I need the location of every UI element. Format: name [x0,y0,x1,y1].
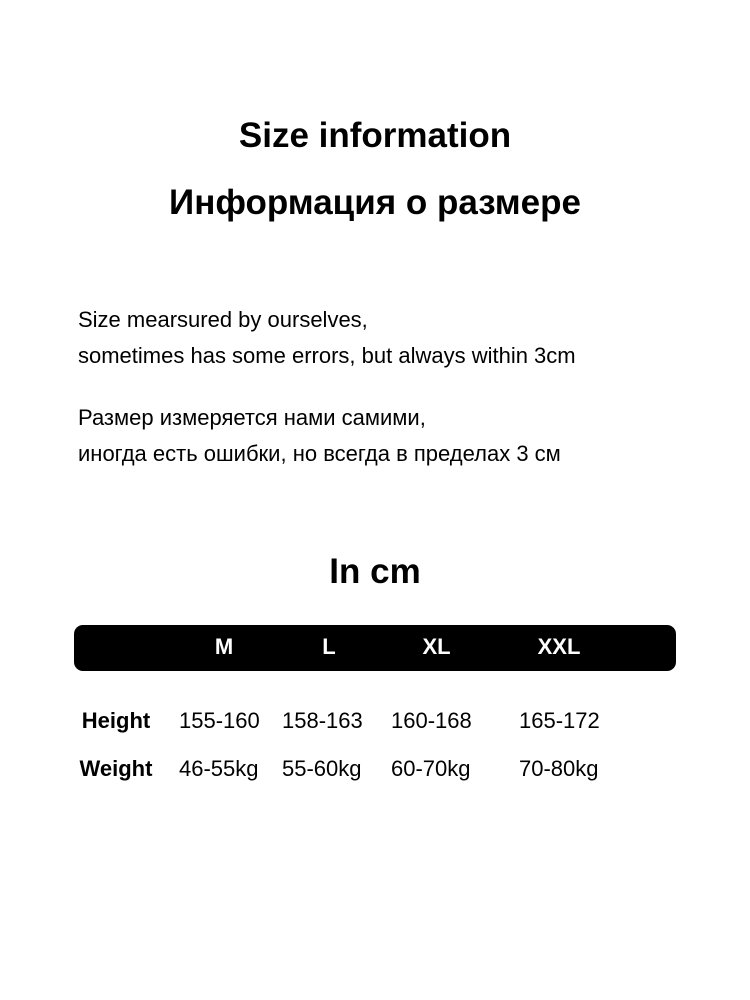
table-row-weight [0,752,750,786]
row-label-weight: Weight [79,756,153,781]
row-label-height: Height [81,708,151,733]
height-l-cell: 158-163 [282,708,363,733]
measurement-note-english [78,302,576,374]
height-m-cell: 155-160 [179,708,260,733]
note-english-line-1: Size mearsured by ourselves, [78,307,368,332]
note-english-line-2: sometimes has some errors, but always within 3cm [78,343,576,368]
size-column-xl: XL [422,634,451,659]
weight-xl-cell: 60-70kg [391,756,471,781]
measurement-note-russian [78,400,561,472]
table-row-height [0,704,750,738]
note-russian-line-1: Размер измеряется нами самими, [78,405,426,430]
height-xl-cell: 160-168 [391,708,472,733]
title-russian: Информация о размере [169,183,581,222]
weight-l-cell: 55-60kg [282,756,362,781]
size-header-bar [74,625,676,671]
size-column-m: M [214,634,234,659]
height-xxl-cell: 165-172 [519,708,600,733]
weight-m-cell: 46-55kg [179,756,259,781]
weight-xxl-cell: 70-80kg [519,756,599,781]
note-russian-line-2: иногда есть ошибки, но всегда в пределах 3 см [78,441,561,466]
size-column-xxl: XXL [537,634,581,659]
title-english: Size information [238,116,512,155]
unit-heading: In cm [329,552,421,591]
size-column-l: L [322,634,336,659]
